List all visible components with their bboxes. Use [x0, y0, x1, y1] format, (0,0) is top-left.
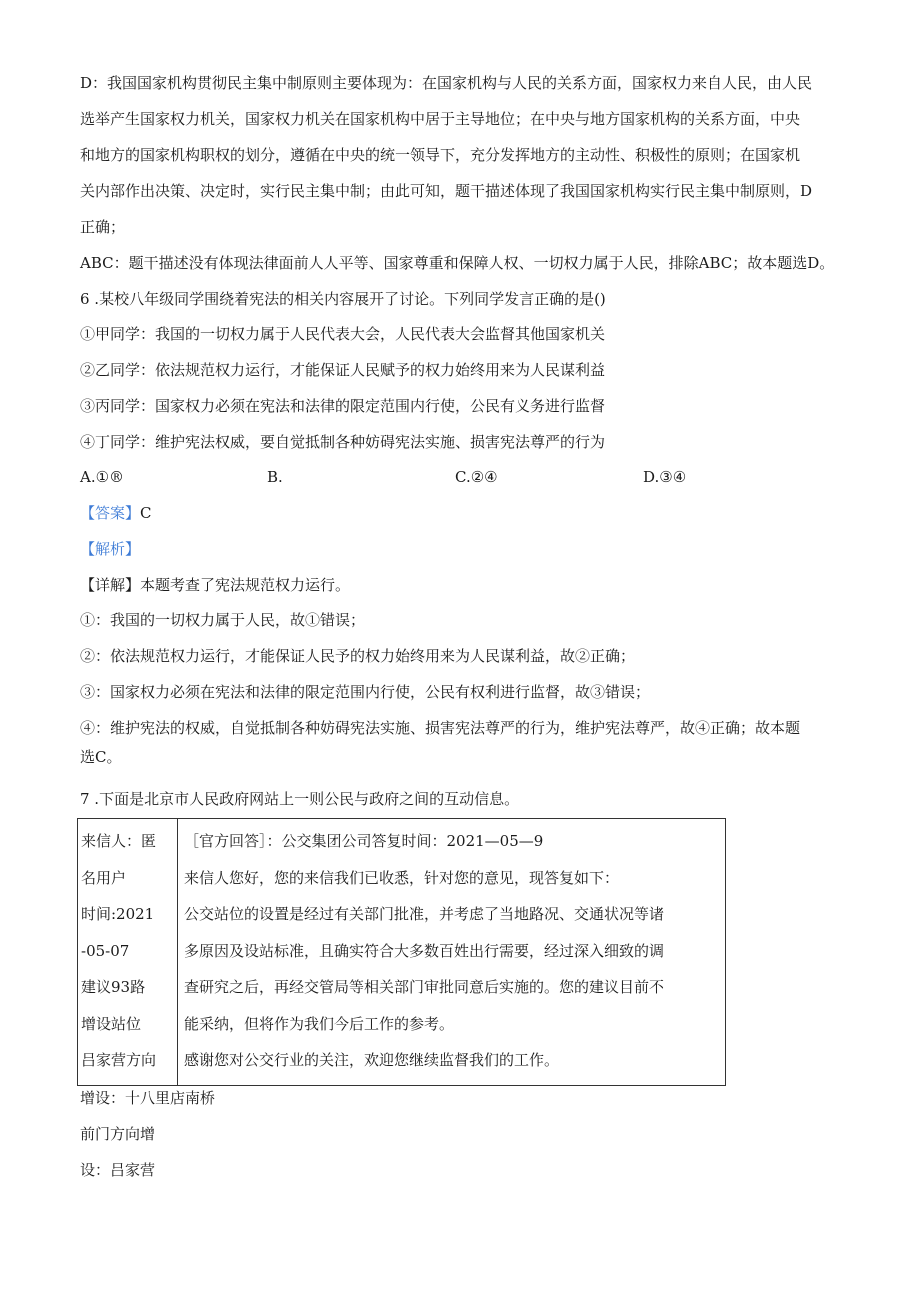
- detail-intro: 本题考查了宪法规范权力运行。: [140, 576, 351, 594]
- after-table-line-3: 设：吕家营: [80, 1161, 156, 1179]
- table-row: [78, 819, 726, 1086]
- q6-option-c: C.②④: [455, 468, 498, 486]
- letter-info-line: 建议93路: [81, 978, 146, 996]
- q6-statement-3: ③丙同学：国家权力必须在宪法和法律的限定范围内行使，公民有义务进行监督: [80, 397, 606, 415]
- q6-explanation-3: ③：国家权力必须在宪法和法律的限定范围内行使，公民有权利进行监督，故③错误；: [80, 683, 651, 701]
- answer-tag: 【答案】: [80, 504, 141, 522]
- q6-option-b: B.: [267, 468, 283, 486]
- reply-line: 来信人您好，您的来信我们已收悉，针对您的意见，现答复如下：: [184, 868, 620, 887]
- letter-info-line: 名用户: [81, 868, 127, 887]
- q6-option-a: A.①®: [80, 468, 125, 486]
- q6-explanation-5: 选C。: [80, 748, 122, 766]
- analysis-line-5: 正确；: [80, 218, 126, 236]
- bus-reply-table: [77, 818, 726, 1086]
- reply-line: 查研究之后，再经交管局等相关部门审批同意后实施的。您的建议目前不: [184, 978, 665, 996]
- answer-value: C: [140, 504, 152, 522]
- q6-stem: 6 .某校八年级同学围绕着宪法的相关内容展开了讨论。下列同学发言正确的是(): [80, 290, 606, 308]
- q7-stem: 7 .下面是北京市人民政府网站上一则公民与政府之间的互动信息。: [80, 790, 520, 808]
- analysis-tag: 【解析】: [80, 540, 141, 558]
- q6-statement-2: ②乙同学：依法规范权力运行，才能保证人民赋予的权力始终用来为人民谋利益: [80, 361, 606, 379]
- analysis-line-4: 关内部作出决策、决定时，实行民主集中制；由此可知，题干描述体现了我国国家机构实行民主集中制原则，D: [80, 182, 813, 200]
- letter-info-cell: [78, 819, 178, 1086]
- detail-tag: 【详解】: [80, 576, 141, 594]
- q6-explanation-4: ④：维护宪法的权威，自觉抵制各种妨碍宪法实施、损害宪法尊严的行为，维护宪法尊严，故④正确；故本题: [80, 719, 801, 737]
- letter-info-line: -05-07: [81, 941, 130, 960]
- q6-explanation-2: ②：依法规范权力运行，才能保证人民予的权力始终用来为人民谋利益，故②正确；: [80, 647, 636, 665]
- letter-info-line: 来信人：匿: [81, 832, 157, 850]
- after-table-line-1: 增设：十八里店南桥: [80, 1089, 216, 1107]
- official-reply-cell: [178, 819, 726, 1086]
- q6-statement-1: ①甲同学：我国的一切权力属于人民代表大会，人民代表大会监督其他国家机关: [80, 325, 606, 343]
- reply-line: ［官方回答］：公交集团公司答复时间：2021—05—9: [184, 832, 544, 850]
- letter-info-line: 增设站位: [81, 1014, 142, 1033]
- reply-line: 感谢您对公交行业的关注，欢迎您继续监督我们的工作。: [184, 1051, 560, 1069]
- analysis-line-3: 和地方的国家机构职权的划分，遵循在中央的统一领导下，充分发挥地方的主动性、积极性的原则；在国家机: [80, 146, 801, 164]
- detail-line: [80, 575, 350, 595]
- reply-line: 公交站位的设置是经过有关部门批准，并考虑了当地路况、交通状况等诸: [184, 905, 665, 923]
- analysis-line-2: 选举产生国家权力机关，国家权力机关在国家机构中居于主导地位；在中央与地方国家机构的关系方面，中央: [80, 110, 801, 128]
- abc-analysis: ABC：题干描述没有体现法律面前人人平等、国家尊重和保障人权、一切权力属于人民，排除ABC；故本题选D。: [80, 254, 835, 272]
- q6-option-d: D.③④: [643, 468, 687, 486]
- analysis-line-1: D：我国国家机构贯彻民主集中制原则主要体现为：在国家机构与人民的关系方面，国家权力来自人民，由人民: [80, 74, 813, 92]
- q6-answer-line: [80, 503, 152, 523]
- q6-statement-4: ④丁同学：维护宪法权威，要自觉抵制各种妨碍宪法实施、损害宪法尊严的行为: [80, 433, 606, 451]
- q6-explanation-1: ①：我国的一切权力属于人民，故①错误；: [80, 611, 366, 629]
- letter-info-line: 时间:2021: [81, 905, 155, 923]
- after-table-line-2: 前门方向增: [80, 1125, 156, 1143]
- reply-line: 多原因及设站标准，且确实符合大多数百姓出行需要，经过深入细致的调: [184, 941, 665, 960]
- letter-info-line: 吕家营方向: [81, 1051, 157, 1069]
- reply-line: 能采纳，但将作为我们今后工作的参考。: [184, 1014, 455, 1033]
